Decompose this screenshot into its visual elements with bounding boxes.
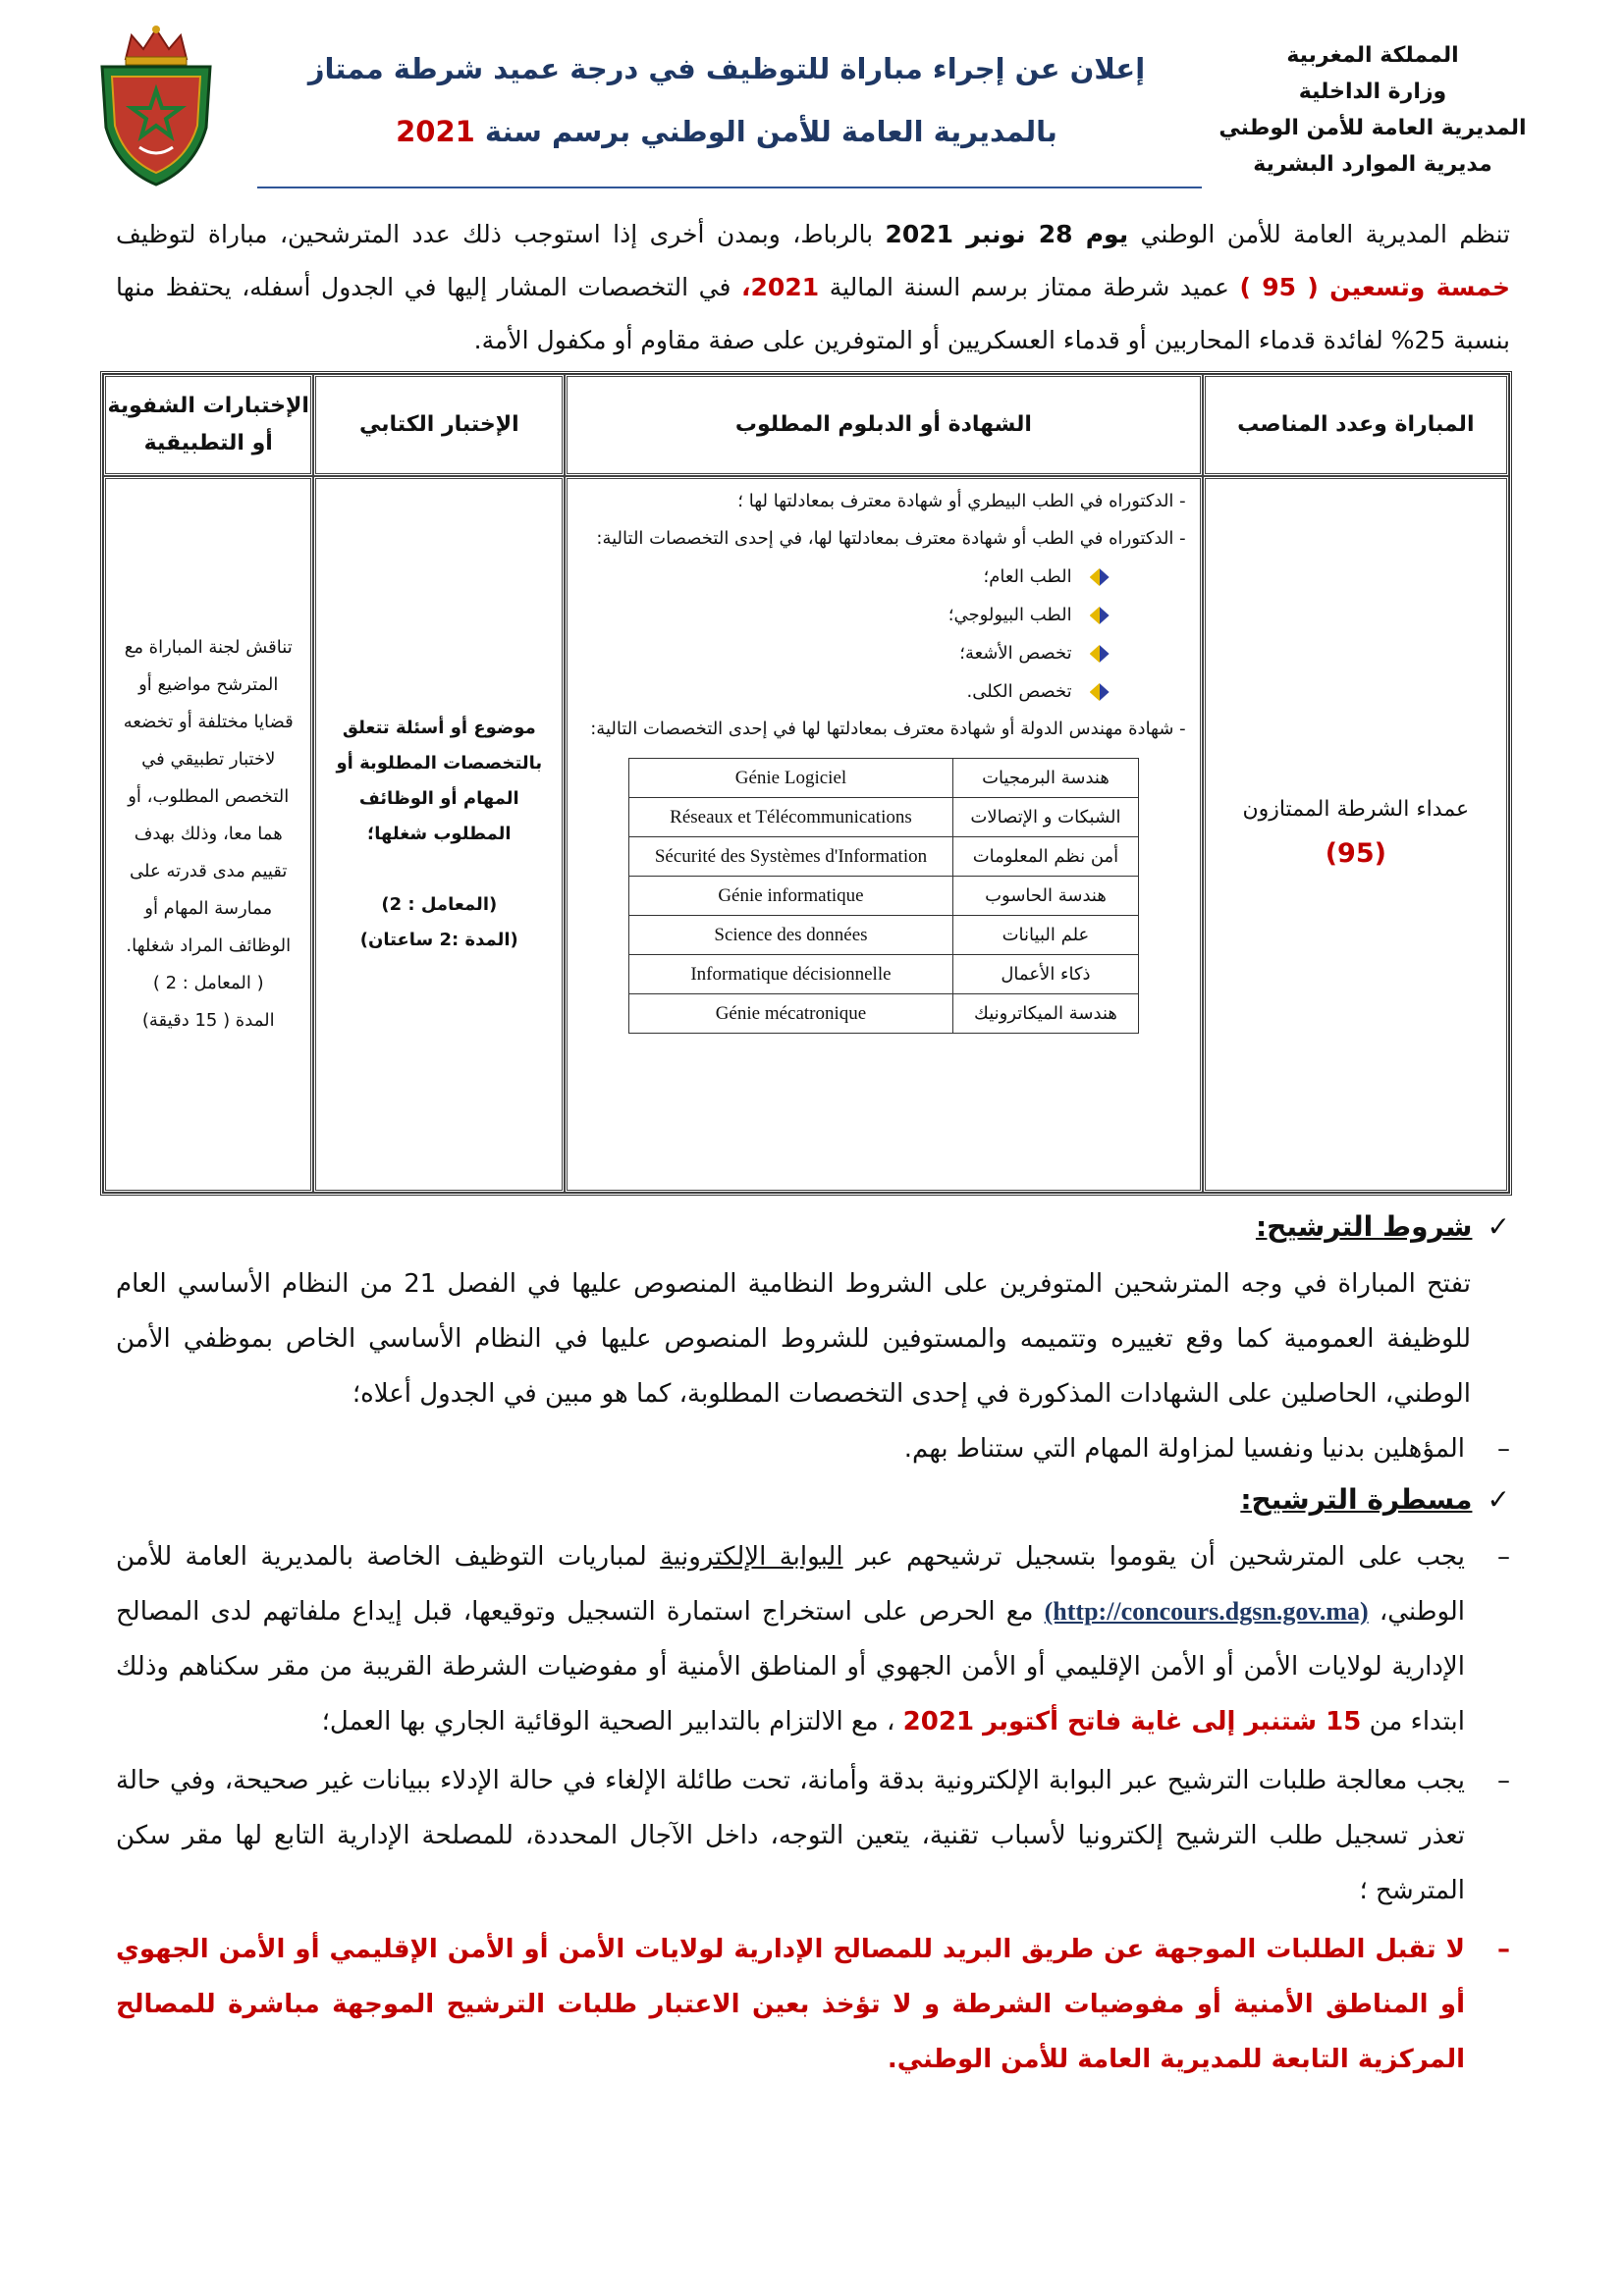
procedure-text-b: لمباريات التوظيف الخاصة بالمديرية العامة للأمن الوطني، [116, 1542, 1466, 1627]
conditions-heading-row [116, 1203, 1510, 1251]
table-row [628, 837, 1138, 877]
diploma-medicine: - الدكتوراه في الطب أو شهادة معترف بمعادلتها لها، في إحدى التخصصات التالية: [596, 528, 1186, 549]
diamond-bullet-icon [1090, 568, 1110, 586]
diamond-bullet-icon [1090, 683, 1110, 701]
title-year: 2021 [396, 115, 475, 148]
spec-fr: Génie Logiciel [628, 759, 952, 798]
spec-fr: Génie informatique [628, 877, 952, 916]
spec-ar: الشبكات و الإتصالات [953, 798, 1139, 837]
spec-ar: هندسة الميكاترونيك [953, 994, 1139, 1034]
announcement-title [245, 47, 1208, 153]
table-row [628, 877, 1138, 916]
dash-bullet-icon: – [1497, 1434, 1510, 1464]
title-line-1: إعلان عن إجراء مباراة للتوظيف في درجة عميد شرطة ممتاز [307, 52, 1146, 85]
checkmark-icon: ✓ [1487, 1483, 1510, 1516]
organization-block [1216, 37, 1530, 183]
intro-text-c: عميد شرطة ممتاز برسم السنة المالية [829, 273, 1229, 301]
spec-fr: Sécurité des Systèmes d'Information [628, 837, 952, 877]
application-period: 15 شتنبر إلى غاية فاتح أكتوبر 2021 [902, 1707, 1362, 1736]
table-row [628, 759, 1138, 798]
spec-ar: ذكاء الأعمال [953, 955, 1139, 994]
table-row [103, 476, 1509, 1193]
diploma-cell [565, 476, 1203, 1193]
procedure-section [116, 1476, 1510, 2087]
org-line-kingdom: المملكة المغربية [1286, 43, 1459, 68]
conditions-section [116, 1203, 1510, 1476]
portal-label: البوابة الإلكترونية [660, 1542, 843, 1572]
list-item [581, 558, 1110, 596]
procedure-item [116, 1753, 1510, 1918]
post-cell [1203, 476, 1509, 1193]
intro-paragraph [116, 208, 1510, 367]
header-diploma: الشهادة أو الدبلوم المطلوب [565, 374, 1203, 476]
spec-fr: Réseaux et Télécommunications [628, 798, 952, 837]
spec-label: تخصص الأشعة؛ [959, 643, 1072, 664]
oral-cell [103, 476, 313, 1193]
procedure-text-d: ، مع الالتزام بالتدابير الصحية الوقائية الجاري بها العمل؛ [321, 1707, 895, 1736]
org-line-ministry: وزارة الداخلية [1298, 80, 1447, 104]
engineering-specialties-table [628, 758, 1139, 1034]
spec-fr: Génie mécatronique [628, 994, 952, 1034]
spec-label: الطب العام؛ [983, 566, 1072, 587]
procedure-heading-row [116, 1476, 1510, 1523]
spec-ar: هندسة الحاسوب [953, 877, 1139, 916]
header-post: المباراة وعدد المناصب [1203, 374, 1509, 476]
diploma-vet: - الدكتوراه في الطب البيطري أو شهادة معترف بمعادلتها لها ؛ [737, 491, 1186, 511]
portal-link[interactable]: (http://concours.dgsn.gov.ma) [1044, 1597, 1369, 1626]
dash-bullet-icon: – [1497, 1766, 1510, 1795]
list-item [581, 596, 1110, 634]
post-name: عمداء الشرطة الممتازون [1242, 797, 1470, 822]
procedure-text-c: مع الحرص على استخراج استمارة التسجيل وتوقيعها، قبل إيداع ملفاتهم لدى المصالح الإدارية لولايات الأمن أو الأمن الإقليمي أو الأمن الجهوي أو المناطق الأمنية أو مفوضيات الشرطة القريبة من مقر سكناهم وذلك ابتداء من [116, 1597, 1465, 1736]
written-coefficient: (المعامل : 2) [381, 894, 498, 915]
written-cell [313, 476, 565, 1193]
conditions-paragraph: تفتح المباراة في وجه المترشحين المتوفرين على الشروط النظامية المنصوص عليها في الفصل 21 من النظام الأساسي العام للوظيفة العمومية كما وقع تغييره وتتميمه والمستوفين للشروط المنصوص عليها في النظام الأساسي الخاص بموظفي الأمن الوطني، الحاصلين على الشهادات المذكورة في إحدى التخصصات المطلوبة، كما هو مبين في الجدول أعلاه؛ [116, 1269, 1471, 1409]
fiscal-year: 2021، [741, 273, 820, 301]
header-written: الإختبار الكتابي [313, 374, 565, 476]
table-row [628, 994, 1138, 1034]
org-line-dgsn: المديرية العامة للأمن الوطني [1218, 116, 1527, 140]
header-divider [257, 187, 1202, 188]
oral-coefficient: ( المعامل : 2 ) [152, 973, 264, 993]
spec-label: تخصص الكلى. [966, 681, 1072, 702]
conditions-heading: شروط الترشيح: [1255, 1210, 1473, 1243]
header-oral: الإختبارات الشفوية أو التطبيقية [103, 374, 313, 476]
dgsn-emblem-icon [96, 22, 216, 188]
spec-fr: Science des données [628, 916, 952, 955]
org-line-hr: مديرية الموارد البشرية [1253, 152, 1492, 177]
positions-count: خمسة وتسعين ( 95 ) [1239, 273, 1510, 301]
intro-text-b: بالرباط، وبمدن أخرى إذا استوجب ذلك عدد المترشحين، مباراة لتوظيف [116, 220, 874, 248]
list-item [581, 672, 1110, 711]
procedure-item [116, 1529, 1510, 1749]
checkmark-icon: ✓ [1487, 1210, 1510, 1243]
written-description: موضوع أو أسئلة تتعلق بالتخصصات المطلوبة أو المهام أو الوظائف المطلوب شغلها؛ [336, 718, 543, 844]
spec-ar: علم البيانات [953, 916, 1139, 955]
spec-label: الطب البيولوجي؛ [947, 605, 1072, 625]
procedure-item-text: يجب معالجة طلبات الترشيح عبر البوابة الإلكترونية بدقة وأمانة، تحت طائلة الإلغاء في حالة الإدلاء ببيانات غير صحيحة، وفي حالة تعذر تسجيل طلب الترشيح إلكترونيا لأسباب تقنية، يتعين التوجه، داخل الآجال المحددة، للمصلحة الإدارية التابع لها مقر سكن المترشح ؛ [116, 1766, 1465, 1905]
dash-bullet-icon: – [1497, 1935, 1510, 1964]
dash-bullet-icon: – [1497, 1542, 1510, 1572]
procedure-warning-text: لا تقبل الطلبات الموجهة عن طريق البريد للمصالح الإدارية لولايات الأمن أو الأمن الإقليمي أو الأمن الجهوي أو المناطق الأمنية أو مفوضيات الشرطة و لا تؤخذ بعين الاعتبار طلبات الترشيح الموجهة مباشرة للمصالح المركزية التابعة للمديرية العامة للأمن الوطني. [116, 1935, 1465, 2074]
procedure-text-a: يجب على المترشحين أن يقوموا بتسجيل ترشيحهم عبر [855, 1542, 1466, 1572]
conditions-item [116, 1421, 1510, 1476]
title-line-2-text: بالمديرية العامة للأمن الوطني برسم سنة [484, 115, 1057, 148]
conditions-item-text: المؤهلين بدنيا ونفسيا لمزاولة المهام التي ستناط بهم. [903, 1434, 1465, 1464]
table-row [628, 916, 1138, 955]
table-row [628, 798, 1138, 837]
procedure-heading: مسطرة الترشيح: [1240, 1483, 1473, 1516]
diploma-engineer: - شهادة مهندس الدولة أو شهادة معترف بمعادلتها لها في إحدى التخصصات التالية: [590, 719, 1186, 739]
oral-duration: المدة ( 15 دقيقة) [141, 1010, 275, 1031]
table-header-row [103, 374, 1509, 476]
written-duration: (المدة :2 ساعتان) [359, 930, 518, 950]
exam-table [100, 371, 1512, 1196]
intro-text-a: تنظم المديرية العامة للأمن الوطني [1140, 220, 1510, 248]
list-item [581, 634, 1110, 672]
intro-text-d: في التخصصات المشار إليها في الجدول أسفله، يحتفظ منها بنسبة 25% لفائدة قدماء المحاربين أو قدماء العسكريين أو المتوفرين على صفة مقاوم أو مكفول الأمة. [116, 273, 1510, 354]
spec-ar: أمن نظم المعلومات [953, 837, 1139, 877]
spec-ar: هندسة البرمجيات [953, 759, 1139, 798]
title-line-2 [245, 110, 1208, 153]
diamond-bullet-icon [1090, 645, 1110, 663]
post-count: (95) [1325, 838, 1386, 869]
exam-date: يوم 28 نونبر 2021 [885, 220, 1129, 248]
diamond-bullet-icon [1090, 607, 1110, 624]
table-row [628, 955, 1138, 994]
oral-description: تناقش لجنة المباراة مع المترشح مواضيع أو قضايا مختلفة أو تخضعه لاختبار تطبيقي في التخصص المطلوب، أو هما معا، وذلك بهدف تقييم مدى قدرته على ممارسة المهام أو الوظائف المراد شغلها. [123, 637, 294, 956]
spec-fr: Informatique décisionnelle [628, 955, 952, 994]
procedure-warning [116, 1922, 1510, 2087]
